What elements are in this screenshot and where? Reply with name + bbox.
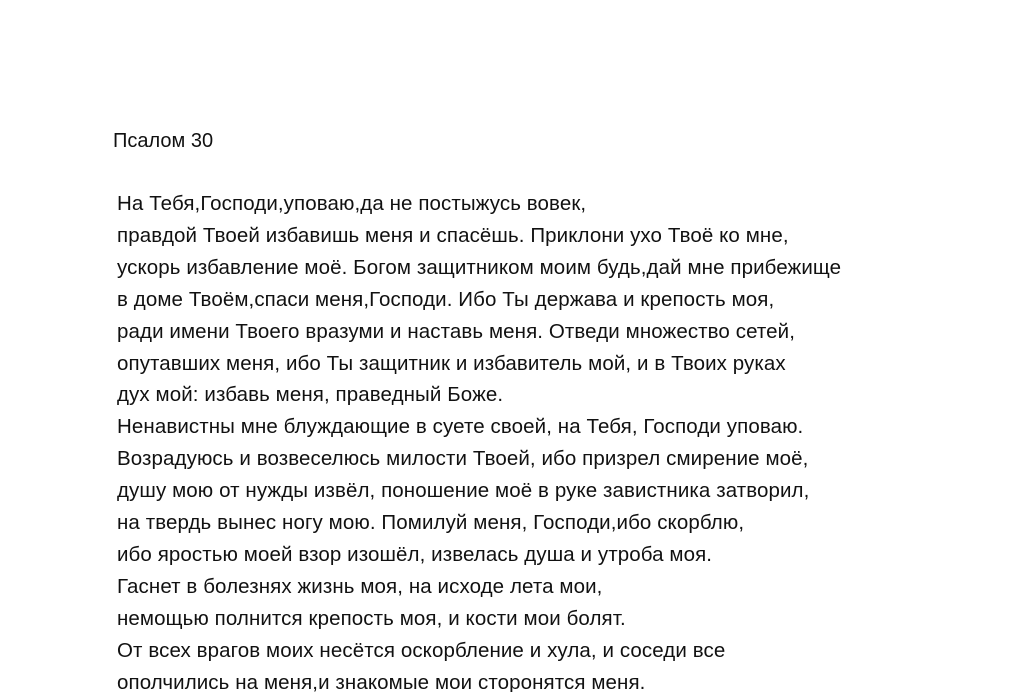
text-line-10: душу мою от нужды извёл, поношение моё в руке завистника затворил, [117, 479, 810, 503]
text-line-12: ибо яростью моей взор изошёл, извелась душа и утроба моя. [117, 542, 713, 566]
text-line-7: дух мой: избавь меня, праведный Боже. [117, 383, 504, 407]
psalm-text [117, 188, 841, 692]
text-line-15: От всех врагов моих несётся оскорбление и хула, и соседи все [117, 638, 726, 662]
text-line-11: на твердь вынес ногу мою. Помилуй меня, Господи,ибо скорблю, [117, 511, 745, 535]
text-line-3: ускорь избавление моё. Богом защитником моим будь,дай мне прибежище [117, 255, 842, 279]
text-line-8: Ненавистны мне блуждающие в суете своей, на Тебя, Господи уповаю. [117, 415, 804, 439]
text-line-6: опутавших меня, ибо Ты защитник и избавитель мой, и в Твоих руках [117, 351, 786, 375]
text-line-2: правдой Твоей избавишь меня и спасёшь. Приклони ухо Твоё ко мне, [117, 223, 789, 247]
text-line-5: ради имени Твоего вразуми и наставь меня. Отведи множество сетей, [117, 319, 796, 343]
psalm-title: Псалом 30 [113, 130, 214, 152]
text-line-9: Возрадуюсь и возвеселюсь милости Твоей, ибо призрел смирение моё, [117, 447, 809, 471]
text-line-16: ополчились на меня,и знакомые мои сторонятся меня. [117, 670, 646, 692]
text-line-4: в доме Твоём,спаси меня,Господи. Ибо Ты держава и крепость моя, [117, 287, 775, 311]
text-line-14: немощью полнится крепость моя, и кости мои болят. [117, 606, 626, 630]
text-line-1: На Тебя,Господи,уповаю,да не постыжусь вовек, [117, 192, 587, 215]
text-line-13: Гаснет в болезнях жизнь моя, на исходе лета мои, [117, 574, 603, 598]
